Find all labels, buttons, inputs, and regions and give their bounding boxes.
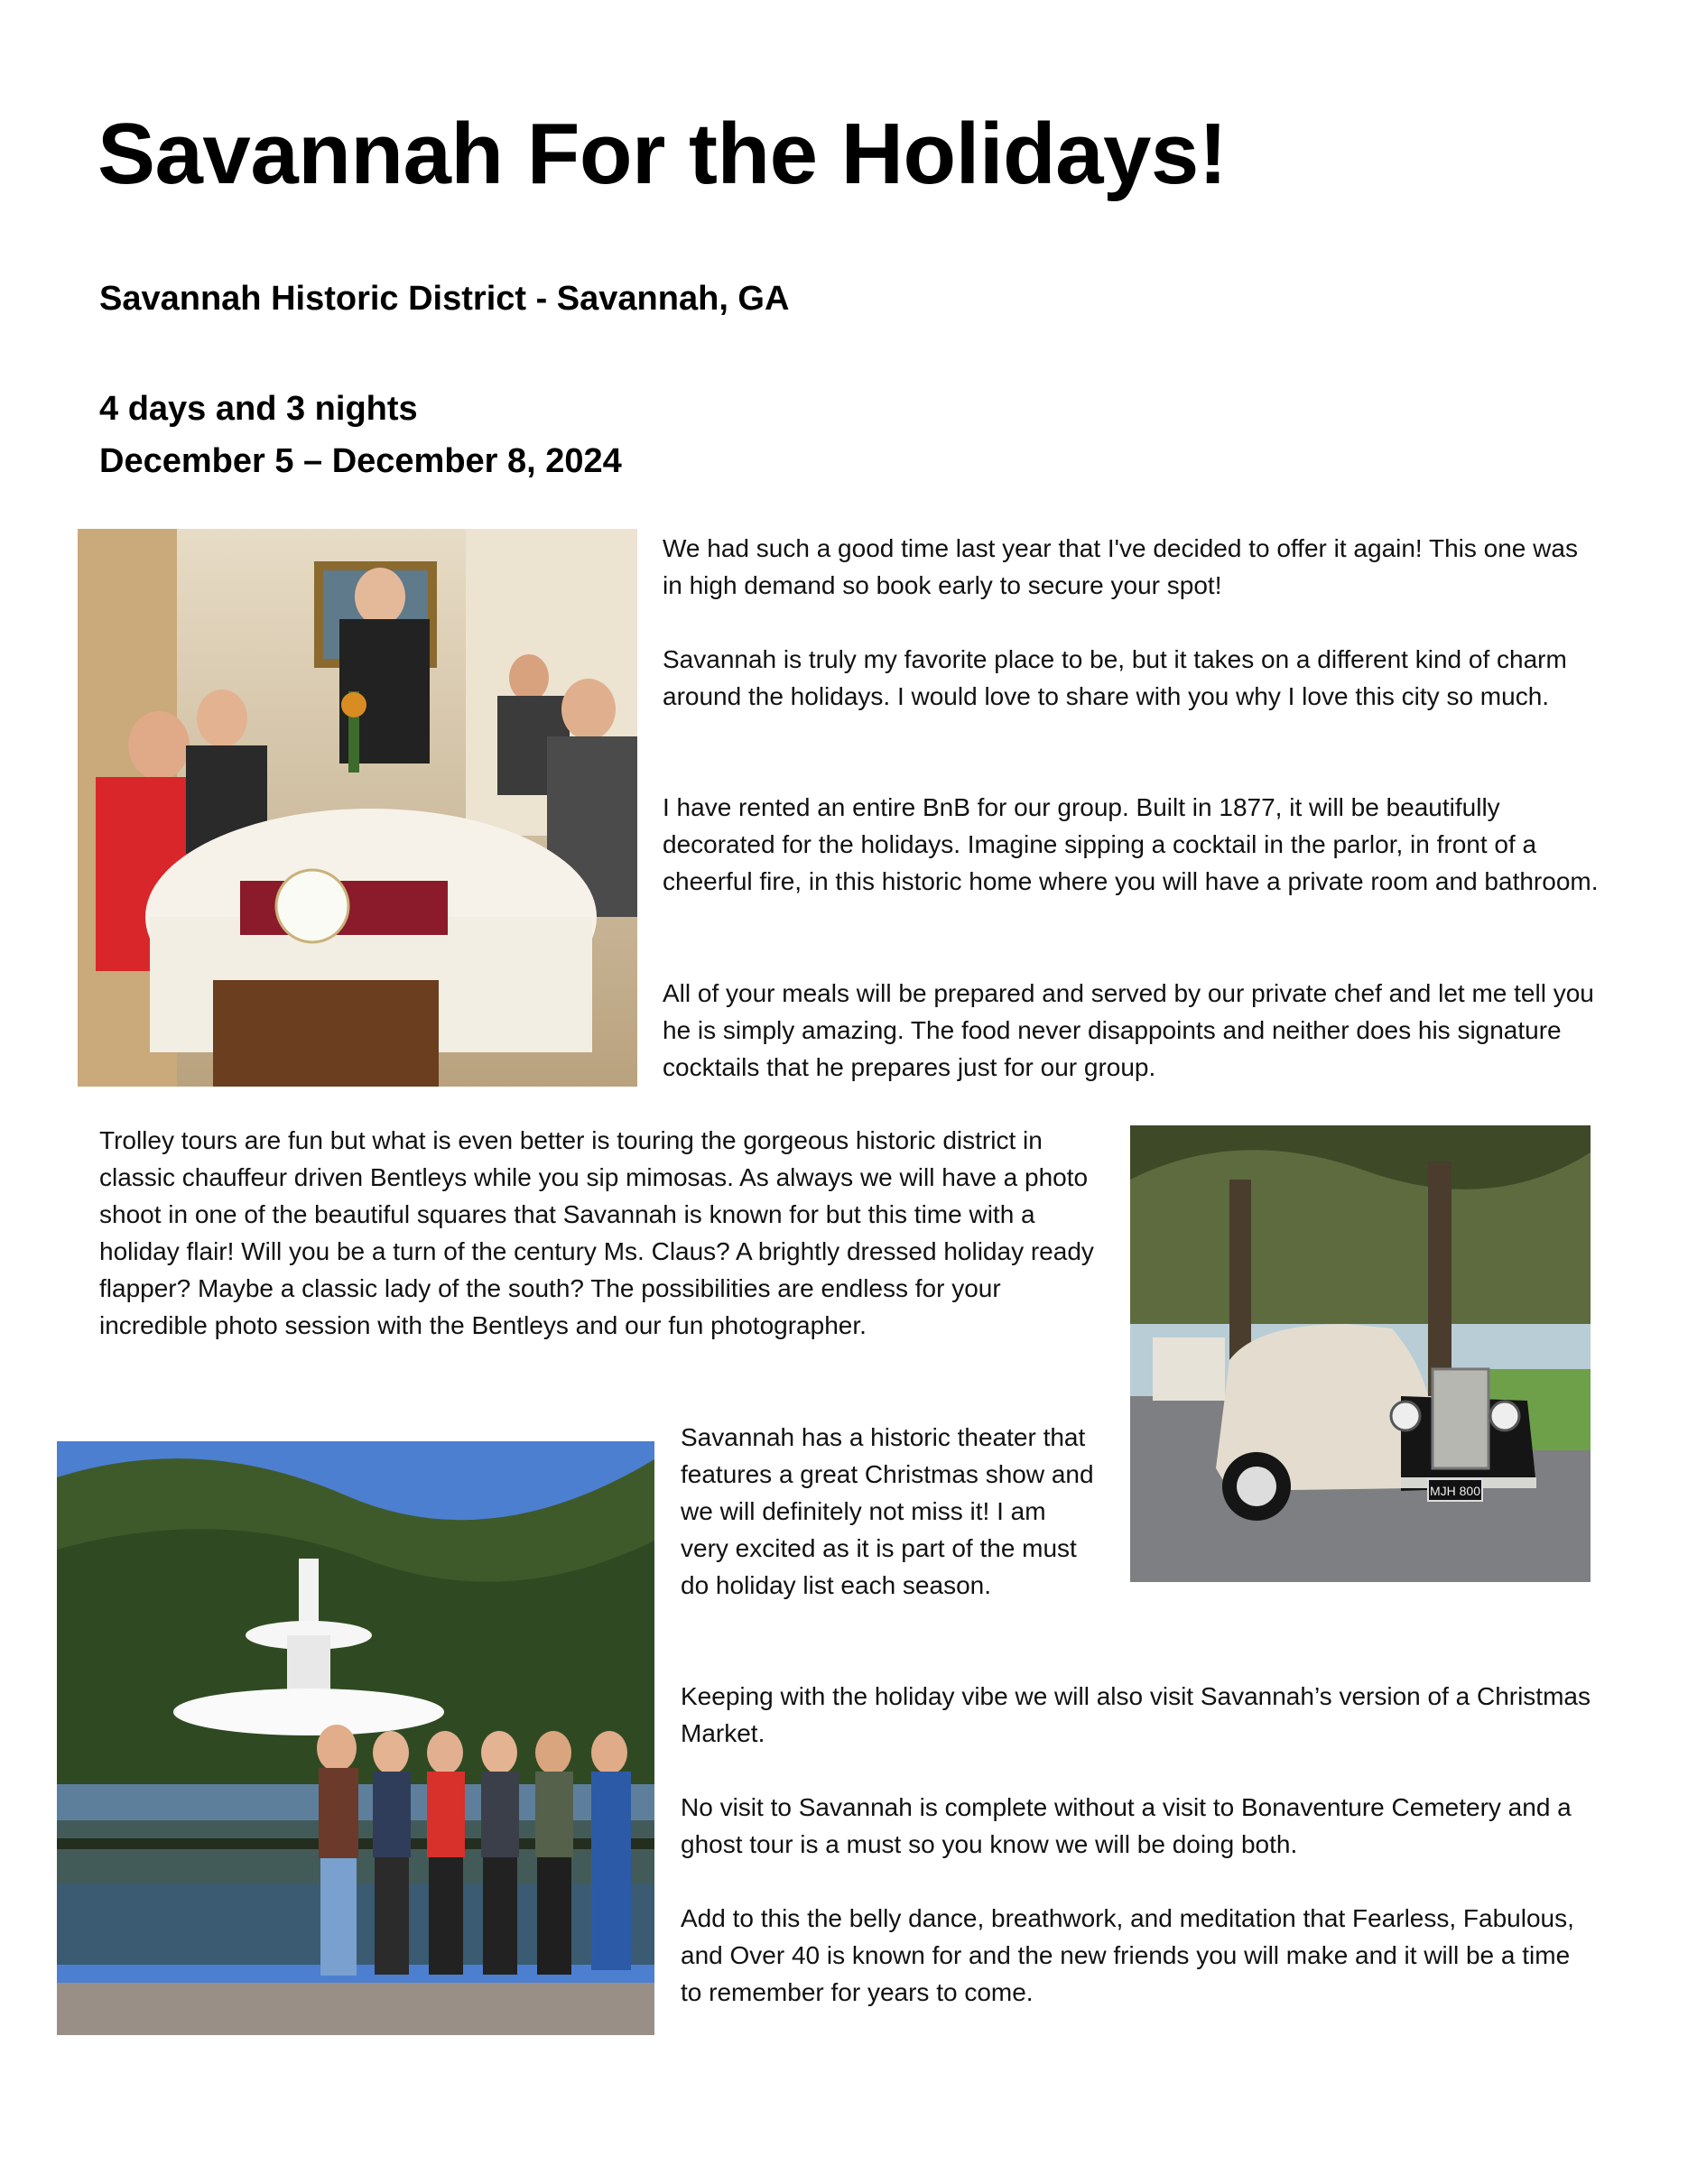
meals-paragraph: All of your meals will be prepared and served by our private chef and let me tell you he is simply amazing. The food never disappoints and neither does his signature cocktails that he prepares just for our group. <box>663 979 1594 1081</box>
closing-paragraph: Add to this the belly dance, breathwork, and meditation that Fearless, Fabulous, and Over 40 is known for and the new friends you will make and it will be a time to remember for years to come. <box>681 1904 1574 2006</box>
dates-heading: December 5 – December 8, 2024 <box>99 442 622 480</box>
theater-paragraph: Savannah has a historic theater that features a great Christmas show and we will definitely not miss it! I am very excited as it is part of the must do holiday list each season. <box>681 1423 1094 1599</box>
intro-paragraph: We had such a good time last year that I've decided to offer it again! This one was in high demand so book early to secure your spot! <box>663 534 1578 599</box>
bnb-paragraph: I have rented an entire BnB for our group. Built in 1877, it will be beautifully decorated for the holidays. Imagine sipping a cocktail in the parlor, in front of a cheerful fire, in this historic home where you will have a private room and bathroom. <box>663 793 1599 895</box>
trolley-paragraph: Trolley tours are fun but what is even better is touring the gorgeous historic district in classic chauffeur driven Bentleys while you sip mimosas. As always we will have a photo shoot in one of the beautiful squares that Savannah is known for but this time with a holiday flair! Will you be a turn of the century Ms. Claus? A brightly dressed holiday ready flapper? Maybe a classic lady of the south? The possibilities are endless for your incredible photo session with the Bentleys and our fun photographer. <box>99 1126 1094 1339</box>
market-paragraph: Keeping with the holiday vibe we will also visit Savannah’s version of a Christmas Market. <box>681 1682 1591 1747</box>
license-plate: MJH 800 <box>1429 1484 1481 1498</box>
fountain-group-photo <box>57 1441 654 2035</box>
page-title: Savannah For the Holidays! <box>97 106 1228 202</box>
duration-heading: 4 days and 3 nights <box>99 390 418 428</box>
dinner-table-photo <box>78 529 637 1087</box>
bentley-car-photo <box>1130 1125 1591 1582</box>
cemetery-paragraph: No visit to Savannah is complete without a visit to Bonaventure Cemetery and a ghost tour is a must so you know we will be doing both. <box>681 1793 1572 1858</box>
location-heading: Savannah Historic District - Savannah, GA <box>99 280 790 318</box>
favorite-paragraph: Savannah is truly my favorite place to be, but it takes on a different kind of charm around the holidays. I would love to share with you why I love this city so much. <box>663 645 1567 710</box>
